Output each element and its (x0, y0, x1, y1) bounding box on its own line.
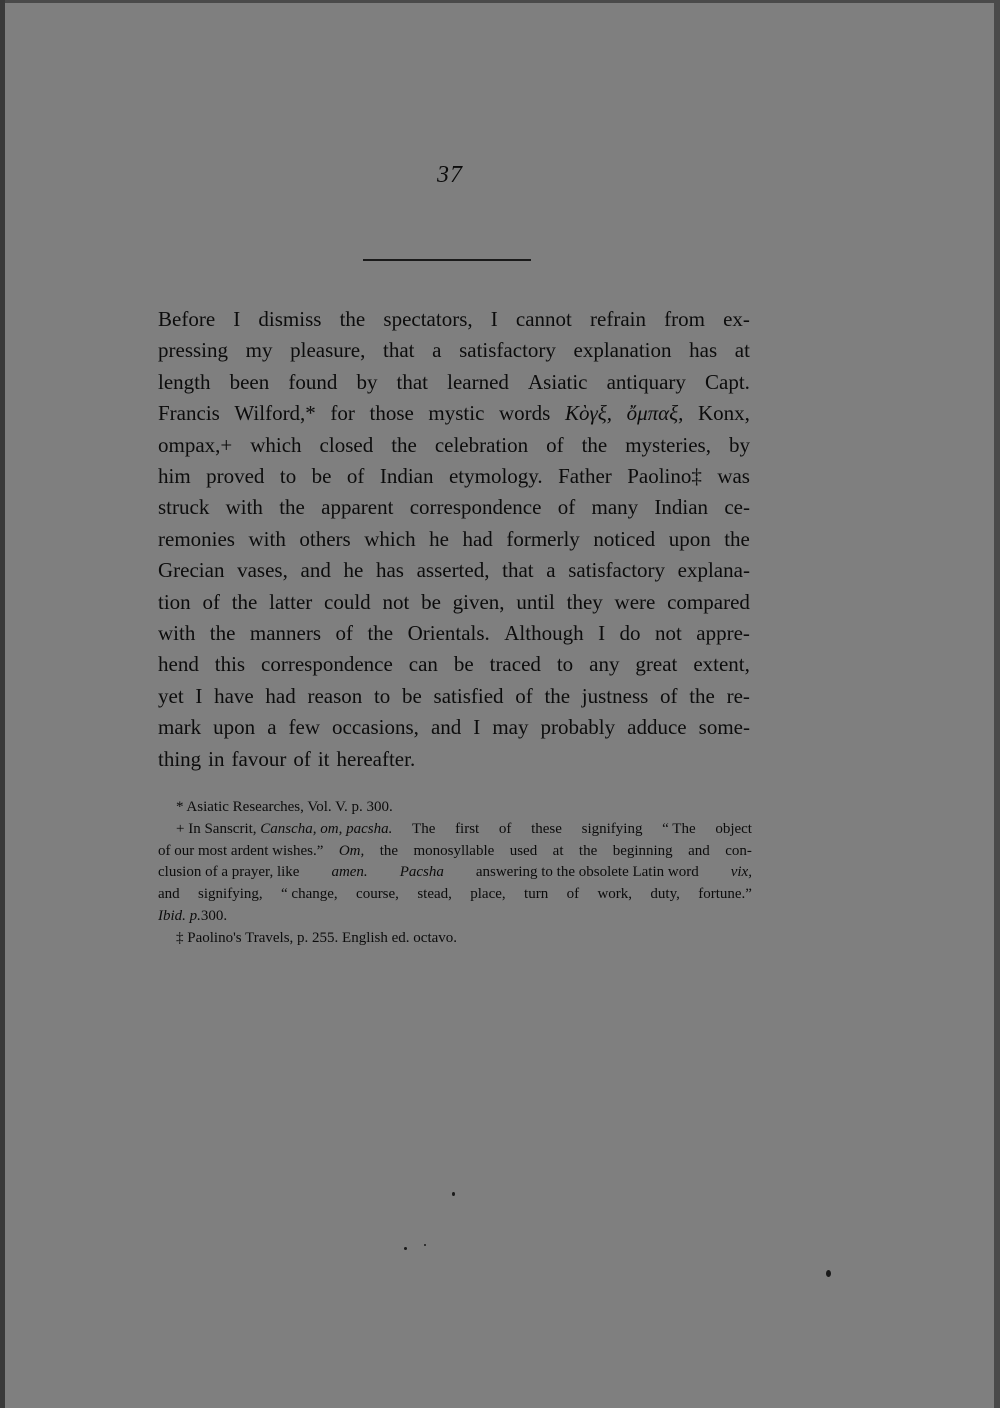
text-line (158, 430, 750, 461)
word: length (158, 369, 211, 394)
word: favour (231, 746, 287, 771)
word: Indian (379, 464, 434, 489)
word: re- (726, 683, 750, 708)
word: to (373, 683, 391, 708)
word: pleasure, (290, 338, 366, 363)
word: in (208, 746, 225, 771)
word: proved (206, 464, 265, 489)
word: mysteries, (625, 432, 711, 457)
word: the (724, 526, 750, 551)
word: hend (158, 652, 199, 677)
word: from (664, 307, 705, 331)
word: that (396, 369, 429, 394)
word: satisfactory (568, 558, 666, 583)
main-paragraph (158, 304, 750, 775)
text-line (158, 555, 750, 586)
word: I (598, 621, 606, 646)
word: vases, (237, 558, 288, 583)
word: have (214, 683, 254, 708)
word: by (728, 432, 750, 457)
word: they (566, 589, 603, 614)
word: explana- (677, 558, 750, 583)
word: this (214, 652, 246, 677)
word: not (654, 621, 682, 646)
word: any (589, 652, 620, 677)
word: cannot (515, 307, 572, 331)
word: hereafter. (336, 746, 416, 771)
text-line (158, 492, 750, 523)
word: the (391, 432, 417, 457)
word: great (635, 652, 678, 677)
footnote-2-line-5: Ibid. p. 300. (158, 907, 228, 924)
word: extent, (693, 652, 750, 677)
word: of (515, 683, 533, 708)
word: to (556, 652, 574, 677)
word: Indian (654, 495, 709, 520)
word: he (343, 558, 364, 583)
word: Francis (158, 401, 220, 426)
word: justness (581, 683, 649, 708)
word: for (330, 401, 355, 426)
word: correspondence (261, 652, 393, 677)
word: been (229, 369, 270, 394)
footnotes (158, 797, 752, 950)
word: given, (452, 589, 505, 614)
header-rule (363, 259, 531, 261)
word: the (279, 495, 305, 520)
word: traced (489, 652, 541, 677)
word: can (408, 652, 438, 677)
footnote-3: ‡ Paolino's Travels, p. 255. English ed. octavo. (176, 929, 458, 946)
word: my (245, 338, 273, 363)
word: appre- (696, 621, 750, 646)
word: it (317, 746, 330, 771)
word: adduce (627, 715, 687, 740)
word: ex- (723, 307, 750, 331)
word: latter (269, 589, 313, 614)
word: manners (249, 621, 322, 646)
word: many (591, 495, 639, 520)
word: with (158, 621, 196, 646)
word: apparent (321, 495, 394, 520)
word: a (546, 558, 556, 583)
word: the (544, 683, 571, 708)
scan-speck (404, 1247, 407, 1250)
word: Κὸγξ, (564, 401, 612, 426)
word: the (689, 683, 715, 708)
word: asserted, (416, 558, 490, 583)
footnote-2-line-1: + In Sanscrit, Canscha, om, pacsha. The first of these signifying “ The object (176, 820, 752, 837)
word: had (462, 526, 493, 551)
word: which (364, 526, 416, 551)
scan-speck (424, 1244, 426, 1246)
word: found (288, 369, 338, 394)
text-line (158, 335, 750, 366)
word: Capt. (705, 369, 750, 394)
word: Before (158, 307, 216, 331)
word: with (248, 526, 286, 551)
footnote-2-line-3: clusion of a prayer, like amen. Pacsha answering to the obsolete Latin word vix, (158, 864, 752, 881)
word: explanation (573, 338, 672, 363)
word: of (335, 621, 354, 646)
word: had (265, 683, 296, 708)
word: thing (158, 746, 202, 771)
word: to (279, 464, 297, 489)
word: Konx, (698, 401, 750, 426)
word: which (250, 432, 302, 457)
word: at (734, 338, 750, 363)
word: correspondence (409, 495, 542, 520)
word: occasions, (332, 715, 419, 740)
text-line (158, 304, 750, 335)
word: be (311, 464, 332, 489)
word: antiquary (606, 369, 686, 394)
word: of (202, 589, 220, 614)
word: the (231, 589, 258, 614)
word: could (324, 589, 371, 614)
word: the (581, 432, 608, 457)
word: and (430, 715, 462, 740)
word: mystic (428, 401, 485, 426)
word: were (614, 589, 656, 614)
word: that (502, 558, 534, 583)
word: Although (504, 621, 584, 646)
scan-speck (452, 1192, 455, 1196)
word: be (402, 683, 422, 708)
word: be (453, 652, 474, 677)
word: closed (319, 432, 374, 457)
word: learned (447, 369, 509, 394)
word: a (267, 715, 277, 740)
word: Grecian (158, 558, 225, 583)
word: spectators, (383, 307, 473, 331)
word: be (421, 589, 441, 614)
word: of (346, 464, 365, 489)
word: some- (698, 715, 750, 740)
word: compared (667, 589, 750, 614)
word: mark (158, 715, 202, 740)
word: others (299, 526, 351, 551)
word: with (225, 495, 263, 520)
footnote-2-line-2: of our most ardent wishes.” Om, the monosyllable used at the beginning and con- (158, 842, 752, 859)
word: of (557, 495, 576, 520)
text-line (158, 681, 750, 712)
footnote-2-line-4: and signifying, “ change, course, stead, place, turn of work, duty, fortune.” (158, 886, 752, 903)
word: Father (558, 464, 612, 489)
word: a (432, 338, 442, 363)
word: of (546, 432, 564, 457)
word: upon (213, 715, 256, 740)
word: I (233, 307, 241, 331)
text-line (158, 744, 750, 775)
word: do (619, 621, 641, 646)
word: few (288, 715, 321, 740)
word: pressing (158, 338, 228, 363)
word: has (375, 558, 404, 583)
word: may (492, 715, 529, 740)
word: of (293, 746, 311, 771)
text-line (158, 649, 750, 680)
word: not (382, 589, 410, 614)
footnote-1: * Asiatic Researches, Vol. V. p. 300. (176, 799, 393, 815)
word: satisfactory (459, 338, 556, 363)
word: of (660, 683, 678, 708)
word: him (158, 464, 191, 489)
word: has (689, 338, 718, 363)
word: refrain (590, 307, 646, 331)
word: and (300, 558, 331, 583)
word: he (429, 526, 449, 551)
word: words (499, 401, 551, 426)
page-edge-left (0, 0, 5, 1408)
word: by (356, 369, 378, 394)
page-edge-top (0, 0, 1000, 3)
word: yet (158, 683, 184, 708)
word: noticed (593, 526, 656, 551)
word: dismiss (258, 307, 322, 331)
word: tion (158, 589, 191, 614)
word: I (490, 307, 498, 331)
word: probably (540, 715, 616, 740)
text-line (158, 461, 750, 492)
word: was (717, 464, 750, 489)
word: remonies (158, 526, 235, 551)
word: Wilford,* (234, 401, 316, 426)
word: ὄμπαξ, (626, 401, 684, 426)
text-line (158, 712, 750, 743)
word: formerly (506, 526, 580, 551)
word: Asiatic (528, 369, 588, 394)
text-line (158, 524, 750, 555)
page-number: 37 (437, 162, 463, 188)
word: I (473, 715, 481, 740)
text-line (158, 587, 750, 618)
word: Paolino‡ (627, 464, 702, 489)
word: etymology. (448, 464, 543, 489)
word: upon (668, 526, 711, 551)
word: ce- (724, 495, 750, 520)
word: the (339, 307, 366, 331)
word: reason (307, 683, 363, 708)
text-line (158, 618, 750, 649)
word: that (382, 338, 415, 363)
word: until (516, 589, 555, 614)
word: the (209, 621, 236, 646)
word: Orientals. (407, 621, 490, 646)
word: satisfied (433, 683, 504, 708)
page-edge-right (994, 0, 1000, 1408)
text-line (158, 367, 750, 398)
text-line (158, 398, 750, 429)
word: I (195, 683, 203, 708)
word: those (369, 401, 414, 426)
word: struck (158, 495, 210, 520)
word: the (367, 621, 394, 646)
word: ompax,+ (158, 432, 233, 457)
word: celebration (434, 432, 529, 457)
scan-speck (826, 1270, 831, 1277)
